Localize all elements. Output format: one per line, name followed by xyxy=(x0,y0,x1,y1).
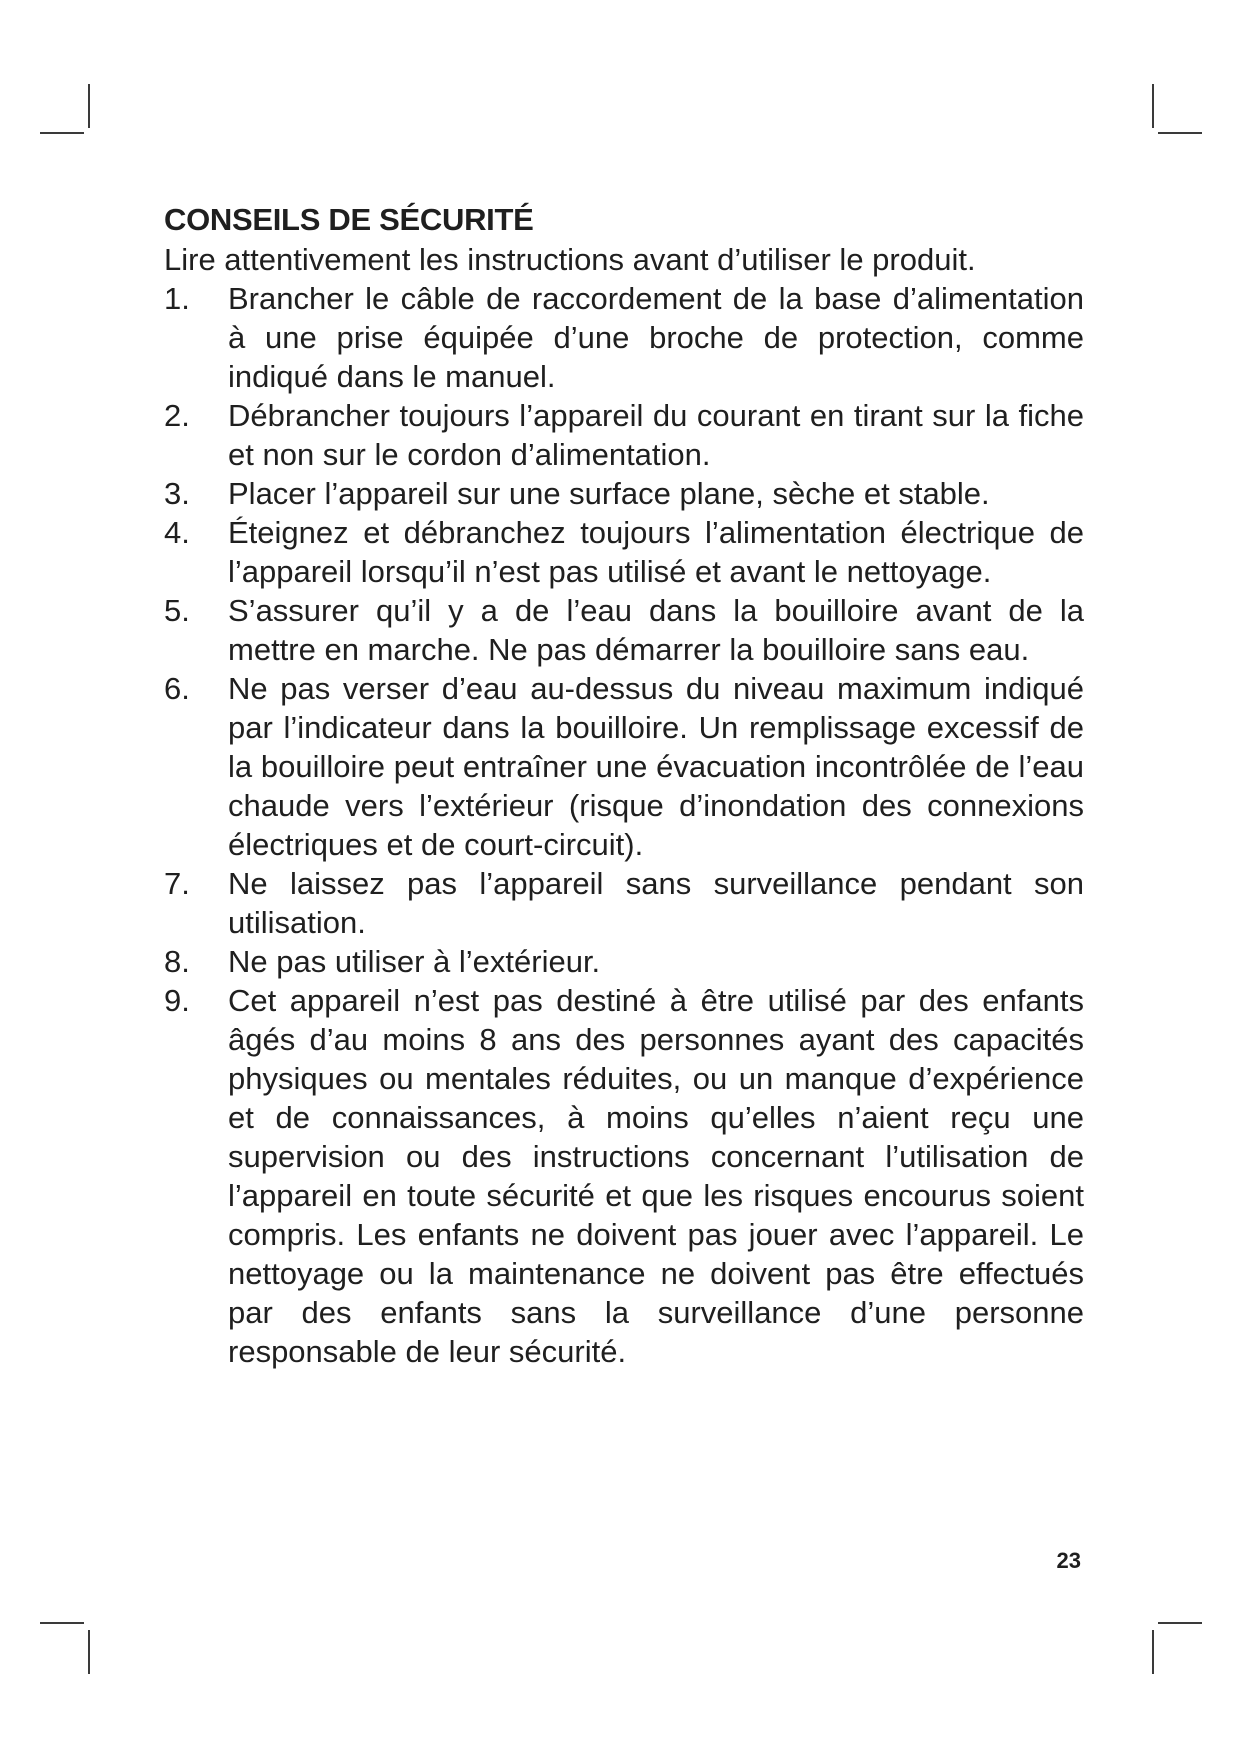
list-item xyxy=(164,474,1084,513)
list-item xyxy=(164,396,1084,474)
crop-mark-top-left-horizontal xyxy=(40,132,84,134)
item-text: Débrancher toujours l’appareil du courant en tirant sur la fiche et non sur le cordon d’alimentation. xyxy=(228,398,1084,472)
item-text: Éteignez et débranchez toujours l’alimentation électrique de l’appareil lorsqu’il n’est pas utilisé et avant le nettoyage. xyxy=(228,515,1084,589)
crop-mark-bottom-left-vertical xyxy=(88,1630,90,1674)
list-item xyxy=(164,864,1084,942)
crop-mark-bottom-right-vertical xyxy=(1152,1630,1154,1674)
item-text: Ne laissez pas l’appareil sans surveillance pendant son utilisation. xyxy=(228,866,1084,940)
page-number: 23 xyxy=(1056,1548,1081,1573)
crop-mark-bottom-left-horizontal xyxy=(40,1622,84,1624)
list-item xyxy=(164,591,1084,669)
item-number: 9. xyxy=(164,983,190,1018)
safety-rules-list xyxy=(164,279,1084,1371)
item-text: S’assurer qu’il y a de l’eau dans la bouilloire avant de la mettre en marche. Ne pas démarrer la bouilloire sans eau. xyxy=(228,593,1084,667)
item-number: 7. xyxy=(164,866,190,901)
item-number: 1. xyxy=(164,281,190,316)
item-number: 6. xyxy=(164,671,190,706)
intro-text: Lire attentivement les instructions avant d’utiliser le produit. xyxy=(164,242,976,277)
item-text: Ne pas verser d’eau au-dessus du niveau maximum indiqué par l’indicateur dans la bouilloire. Un remplissage excessif de la bouilloire peut entraîner une évacuation incontrôlée de l’eau chaude vers l’extérieur (risque d’inondation des connexions électriques et de court-circuit). xyxy=(228,671,1084,862)
list-item xyxy=(164,279,1084,396)
item-number: 2. xyxy=(164,398,190,433)
item-text: Cet appareil n’est pas destiné à être utilisé par des enfants âgés d’au moins 8 ans des personnes ayant des capacités physiques ou mentales réduites, ou un manque d’expérience et de connaissances, à moins qu’elles n’aient reçu une supervision ou des instructions concernant l’utilisation de l’appareil en toute sécurité et que les risques encourus soient compris. Les enfants ne doivent pas jouer avec l’appareil. Le nettoyage ou la maintenance ne doivent pas être effectués par des enfants sans la surveillance d’une personne responsable de leur sécurité. xyxy=(228,983,1084,1369)
item-number: 8. xyxy=(164,944,190,979)
item-number: 5. xyxy=(164,593,190,628)
crop-mark-top-left-vertical xyxy=(88,84,90,128)
crop-mark-top-right-horizontal xyxy=(1158,132,1202,134)
item-number: 3. xyxy=(164,476,190,511)
section-title: CONSEILS DE SÉCURITÉ xyxy=(164,202,534,237)
list-item xyxy=(164,513,1084,591)
crop-mark-bottom-right-horizontal xyxy=(1158,1622,1202,1624)
item-text: Placer l’appareil sur une surface plane, sèche et stable. xyxy=(228,476,990,511)
item-text: Ne pas utiliser à l’extérieur. xyxy=(228,944,601,979)
list-item xyxy=(164,942,1084,981)
item-number: 4. xyxy=(164,515,190,550)
list-item xyxy=(164,669,1084,864)
crop-mark-top-right-vertical xyxy=(1152,84,1154,128)
safety-section xyxy=(164,200,1084,1371)
item-text: Brancher le câble de raccordement de la base d’alimentation à une prise équipée d’une broche de protection, comme indiqué dans le manuel. xyxy=(228,281,1084,394)
list-item xyxy=(164,981,1084,1371)
